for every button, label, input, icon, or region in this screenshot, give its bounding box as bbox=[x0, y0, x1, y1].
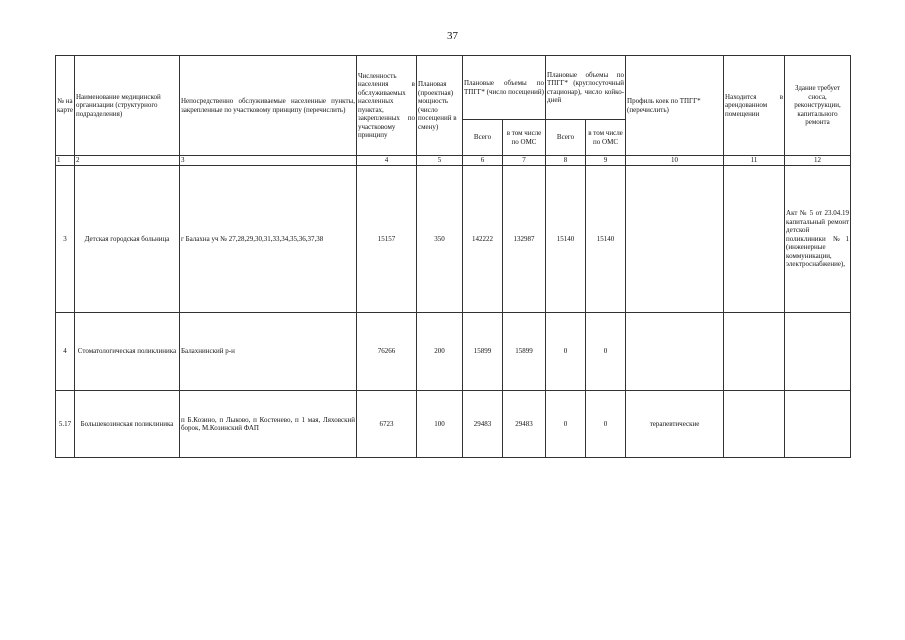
row-beds-total: 0 bbox=[546, 313, 586, 391]
col-number: 6 bbox=[463, 156, 503, 166]
row-bed-profile: терапевтические bbox=[626, 391, 724, 458]
header-repair: Здание требует сноса, реконструкции, капитального ремонта bbox=[785, 56, 851, 156]
col-number: 7 bbox=[503, 156, 546, 166]
row-population: 15157 bbox=[357, 166, 417, 313]
row-rented bbox=[724, 166, 785, 313]
header-beds-total: Всего bbox=[546, 120, 586, 156]
row-visits-total: 29483 bbox=[463, 391, 503, 458]
table-row bbox=[56, 313, 851, 391]
row-repair: Акт № 5 от 23.04.19 капитальный ремонт детской поликлиники №1 (инженерные коммуникации, электроснабжение), bbox=[785, 166, 851, 313]
row-population: 76266 bbox=[357, 313, 417, 391]
header-organization: Наименование медицинской организации (структурного подразделения) bbox=[75, 56, 180, 156]
row-visits-oms: 29483 bbox=[503, 391, 546, 458]
col-number: 5 bbox=[417, 156, 463, 166]
row-beds-oms: 15140 bbox=[586, 166, 626, 313]
table-row bbox=[56, 166, 851, 313]
header-visits-total: Всего bbox=[463, 120, 503, 156]
row-settlements: п Б.Козино, п Лыково, п Костенево, п 1 мая, Ляховский борок, М.Козинский ФАП bbox=[180, 391, 357, 458]
header-beds-oms: в том числе по ОМС bbox=[586, 120, 626, 156]
row-repair bbox=[785, 313, 851, 391]
row-capacity: 350 bbox=[417, 166, 463, 313]
col-number: 3 bbox=[180, 156, 357, 166]
row-beds-oms: 0 bbox=[586, 313, 626, 391]
medical-organizations-table bbox=[55, 55, 851, 458]
col-number: 11 bbox=[724, 156, 785, 166]
row-map-number: 4 bbox=[56, 313, 75, 391]
row-beds-total: 0 bbox=[546, 391, 586, 458]
row-population: 6723 bbox=[357, 391, 417, 458]
row-organization: Детская городская больница bbox=[75, 166, 180, 313]
row-beds-total: 15140 bbox=[546, 166, 586, 313]
header-settlements: Непосредственно обслуживаемые населенные пункты, закрепленные по участковому принципу (перечислить) bbox=[180, 56, 357, 156]
header-rented: Находится в арендованном помещении bbox=[724, 56, 785, 156]
header-visits-oms: в том числе по ОМС bbox=[503, 120, 546, 156]
row-settlements: Балахнинский р-н bbox=[180, 313, 357, 391]
col-number: 12 bbox=[785, 156, 851, 166]
row-capacity: 100 bbox=[417, 391, 463, 458]
row-visits-oms: 132987 bbox=[503, 166, 546, 313]
row-visits-total: 15899 bbox=[463, 313, 503, 391]
row-capacity: 200 bbox=[417, 313, 463, 391]
row-rented bbox=[724, 391, 785, 458]
row-repair bbox=[785, 391, 851, 458]
header-map-number: № на карте bbox=[56, 56, 75, 156]
row-rented bbox=[724, 313, 785, 391]
header-capacity: Плановая (проектная) мощность (число посещений в смену) bbox=[417, 56, 463, 156]
header-row-top bbox=[56, 56, 851, 120]
row-settlements: г Балахна уч № 27,28,29,30,31,33,34,35,36,37,38 bbox=[180, 166, 357, 313]
row-map-number: 3 bbox=[56, 166, 75, 313]
row-organization: Большекозинская поликлиника bbox=[75, 391, 180, 458]
header-population: Численность населения в обслуживаемых населенных пунктах, закрепленных по участковому принципу bbox=[357, 56, 417, 156]
col-number: 1 bbox=[56, 156, 75, 166]
row-visits-oms: 15899 bbox=[503, 313, 546, 391]
row-map-number: 5.17 bbox=[56, 391, 75, 458]
col-number: 8 bbox=[546, 156, 586, 166]
row-bed-profile bbox=[626, 313, 724, 391]
col-number: 4 bbox=[357, 156, 417, 166]
page-number: 37 bbox=[447, 30, 458, 42]
row-bed-profile bbox=[626, 166, 724, 313]
col-number: 10 bbox=[626, 156, 724, 166]
row-organization: Стоматологическая поликлиника bbox=[75, 313, 180, 391]
header-beds: Плановые объемы по ТПГГ* (круглосуточный стационар), число койко-дней bbox=[546, 56, 626, 120]
row-beds-oms: 0 bbox=[586, 391, 626, 458]
column-number-row bbox=[56, 156, 851, 166]
header-visits: Плановые объемы по ТПГГ* (число посещений) bbox=[463, 56, 546, 120]
col-number: 2 bbox=[75, 156, 180, 166]
header-bed-profile: Профиль коек по ТПГГ* (перечислить) bbox=[626, 56, 724, 156]
row-visits-total: 142222 bbox=[463, 166, 503, 313]
col-number: 9 bbox=[586, 156, 626, 166]
table-row bbox=[56, 391, 851, 458]
